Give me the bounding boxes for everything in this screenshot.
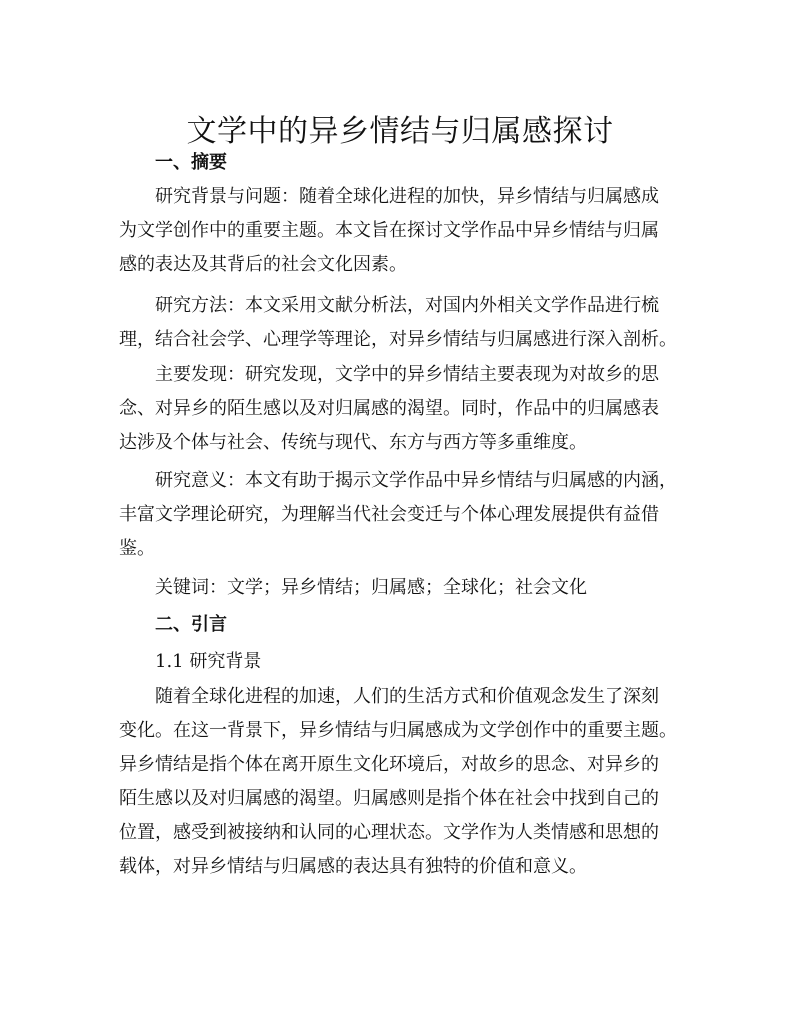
paragraph-line: 理，结合社会学、心理学等理论，对异乡情结与归属感进行深入剖析。: [119, 329, 677, 350]
paragraph-line: 研究意义：本文有助于揭示文学作品中异乡情结与归属感的内涵，: [155, 470, 677, 491]
paragraph-line: 随着全球化进程的加速，人们的生活方式和价值观念发生了深刻: [155, 686, 659, 707]
paragraph-line: 念、对异乡的陌生感以及对归属感的渴望。同时，作品中的归属感表: [119, 398, 659, 419]
paragraph-line: 载体，对异乡情结与归属感的表达具有独特的价值和意义。: [119, 856, 587, 877]
paragraph-line: 变化。在这一背景下，异乡情结与归属感成为文学创作中的重要主题。: [119, 720, 677, 741]
abstract-paragraph-significance: [119, 464, 681, 566]
paragraph-line: 研究方法：本文采用文献分析法，对国内外相关文学作品进行梳: [155, 295, 659, 316]
paragraph-line: 异乡情结是指个体在离开原生文化环境后，对故乡的思念、对异乡的: [119, 754, 659, 775]
document-title: 文学中的异乡情结与归属感探讨: [186, 114, 614, 150]
section-heading-abstract: 一、摘要: [155, 152, 227, 173]
paragraph-line: 达涉及个体与社会、传统与现代、东方与西方等多重维度。: [119, 432, 587, 453]
paragraph-line: 研究背景与问题：随着全球化进程的加快，异乡情结与归属感成: [155, 186, 659, 207]
subsection-heading-background: 1.1 研究背景: [155, 651, 262, 672]
section-heading-introduction: 二、引言: [155, 614, 227, 635]
paragraph-line: 为文学创作中的重要主题。本文旨在探讨文学作品中异乡情结与归属: [119, 220, 659, 241]
abstract-paragraph-findings: [119, 358, 681, 460]
introduction-paragraph: [119, 680, 681, 884]
abstract-paragraph-background: [119, 180, 681, 282]
paragraph-line: 位置，感受到被接纳和认同的心理状态。文学作为人类情感和思想的: [119, 822, 659, 843]
keywords-line: 关键词：文学；异乡情结；归属感；全球化；社会文化: [155, 577, 587, 598]
paragraph-line: 陌生感以及对归属感的渴望。归属感则是指个体在社会中找到自己的: [119, 788, 659, 809]
paragraph-line: 鉴。: [119, 538, 155, 559]
abstract-paragraph-method: [119, 289, 681, 357]
paragraph-line: 感的表达及其背后的社会文化因素。: [119, 254, 407, 275]
paragraph-line: 丰富文学理论研究，为理解当代社会变迁与个体心理发展提供有益借: [119, 504, 659, 525]
paragraph-line: 主要发现：研究发现，文学中的异乡情结主要表现为对故乡的思: [155, 364, 659, 385]
